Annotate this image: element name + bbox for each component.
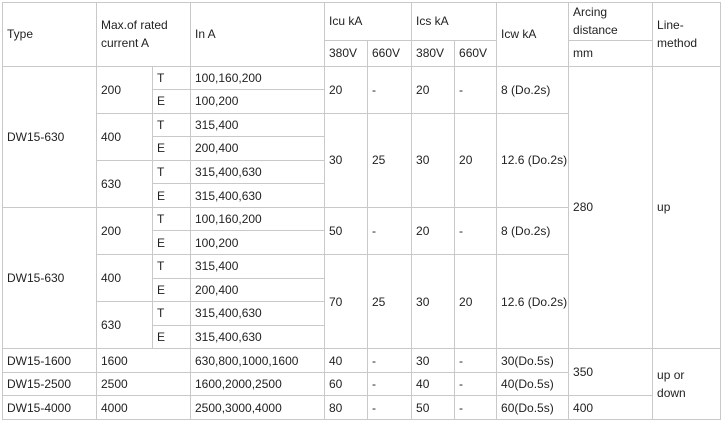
ics-380-cell: 40	[412, 372, 455, 396]
in-cell: 315,400	[191, 113, 325, 137]
header-icu-660v: 660V	[368, 40, 412, 66]
arcing-distance-cell: 280	[569, 66, 653, 349]
ics-660-cell: -	[455, 372, 497, 396]
te-cell: T	[153, 255, 191, 279]
icw-cell: 40(Do.5s)	[497, 372, 569, 396]
header-type: Type	[3, 3, 97, 67]
icu-660-cell: -	[368, 66, 412, 113]
icw-cell: 30(Do.5s)	[497, 349, 569, 373]
icu-660-cell: -	[368, 396, 412, 420]
current-cell: 1600	[97, 349, 191, 373]
te-cell: T	[153, 207, 191, 231]
current-cell: 630	[97, 160, 153, 207]
in-cell: 100,200	[191, 231, 325, 255]
in-cell: 315,400,630	[191, 184, 325, 208]
icu-380-cell: 70	[325, 255, 368, 349]
type-cell: DW15-2500	[3, 372, 97, 396]
te-cell: T	[153, 113, 191, 137]
in-cell: 315,400,630	[191, 325, 325, 349]
ics-380-cell: 30	[412, 113, 455, 207]
line-method-cell: up or down	[653, 349, 721, 420]
line-method-cell: up	[653, 66, 721, 349]
arcing-distance-cell: 400	[569, 396, 653, 420]
in-cell: 100,200	[191, 90, 325, 114]
icu-380-cell: 50	[325, 207, 368, 254]
te-cell: E	[153, 137, 191, 161]
ics-380-cell: 20	[412, 207, 455, 254]
in-cell: 200,400	[191, 137, 325, 161]
in-cell: 630,800,1000,1600	[191, 349, 325, 373]
current-cell: 2500	[97, 372, 191, 396]
ics-380-cell: 20	[412, 66, 455, 113]
te-cell: E	[153, 325, 191, 349]
ics-380-cell: 30	[412, 255, 455, 349]
te-cell: E	[153, 231, 191, 255]
type-cell: DW15-630	[3, 207, 97, 348]
te-cell: E	[153, 184, 191, 208]
icu-380-cell: 60	[325, 372, 368, 396]
in-cell: 100,160,200	[191, 207, 325, 231]
specification-table	[2, 2, 721, 420]
current-cell: 400	[97, 255, 153, 302]
header-icu: Icu kA	[325, 3, 412, 41]
icw-cell: 60(Do.5s)	[497, 396, 569, 420]
header-arcing-unit: mm	[569, 40, 653, 66]
header-icu-380v: 380V	[325, 40, 368, 66]
header-max-rated-current: Max.of rated current A	[97, 3, 191, 67]
current-cell: 4000	[97, 396, 191, 420]
ics-660-cell: 20	[455, 113, 497, 207]
in-cell: 200,400	[191, 278, 325, 302]
icw-cell: 12.6 (Do.2s)	[497, 113, 569, 207]
te-cell: E	[153, 278, 191, 302]
icu-660-cell: 25	[368, 255, 412, 349]
type-cell: DW15-4000	[3, 396, 97, 420]
current-cell: 200	[97, 207, 153, 254]
icw-cell: 12.6 (Do.2s)	[497, 255, 569, 349]
ics-660-cell: -	[455, 349, 497, 373]
header-arcing-distance: Arcing distance	[569, 3, 653, 41]
header-ics: Ics kA	[412, 3, 497, 41]
icw-cell: 8 (Do.2s)	[497, 207, 569, 254]
in-cell: 2500,3000,4000	[191, 396, 325, 420]
icu-380-cell: 20	[325, 66, 368, 113]
icu-660-cell: -	[368, 372, 412, 396]
arcing-distance-cell: 350	[569, 349, 653, 396]
in-cell: 315,400,630	[191, 302, 325, 326]
ics-380-cell: 30	[412, 349, 455, 373]
current-cell: 200	[97, 66, 153, 113]
te-cell: T	[153, 160, 191, 184]
header-in-a: In A	[191, 3, 325, 67]
in-cell: 100,160,200	[191, 66, 325, 90]
type-cell: DW15-1600	[3, 349, 97, 373]
te-cell: T	[153, 66, 191, 90]
header-icw: Icw kA	[497, 3, 569, 67]
type-cell: DW15-630	[3, 66, 97, 207]
icu-380-cell: 80	[325, 396, 368, 420]
ics-660-cell: 20	[455, 255, 497, 349]
icu-380-cell: 40	[325, 349, 368, 373]
current-cell: 630	[97, 302, 153, 349]
te-cell: T	[153, 302, 191, 326]
icw-cell: 8 (Do.2s)	[497, 66, 569, 113]
header-ics-380v: 380V	[412, 40, 455, 66]
header-ics-660v: 660V	[455, 40, 497, 66]
current-cell: 400	[97, 113, 153, 160]
ics-660-cell: -	[455, 207, 497, 254]
icu-660-cell: -	[368, 207, 412, 254]
te-cell: E	[153, 90, 191, 114]
icu-380-cell: 30	[325, 113, 368, 207]
ics-660-cell: -	[455, 66, 497, 113]
in-cell: 1600,2000,2500	[191, 372, 325, 396]
ics-380-cell: 50	[412, 396, 455, 420]
in-cell: 315,400,630	[191, 160, 325, 184]
ics-660-cell: -	[455, 396, 497, 420]
icu-660-cell: 25	[368, 113, 412, 207]
header-line-method: Line-method	[653, 3, 721, 67]
icu-660-cell: -	[368, 349, 412, 373]
in-cell: 315,400	[191, 255, 325, 279]
